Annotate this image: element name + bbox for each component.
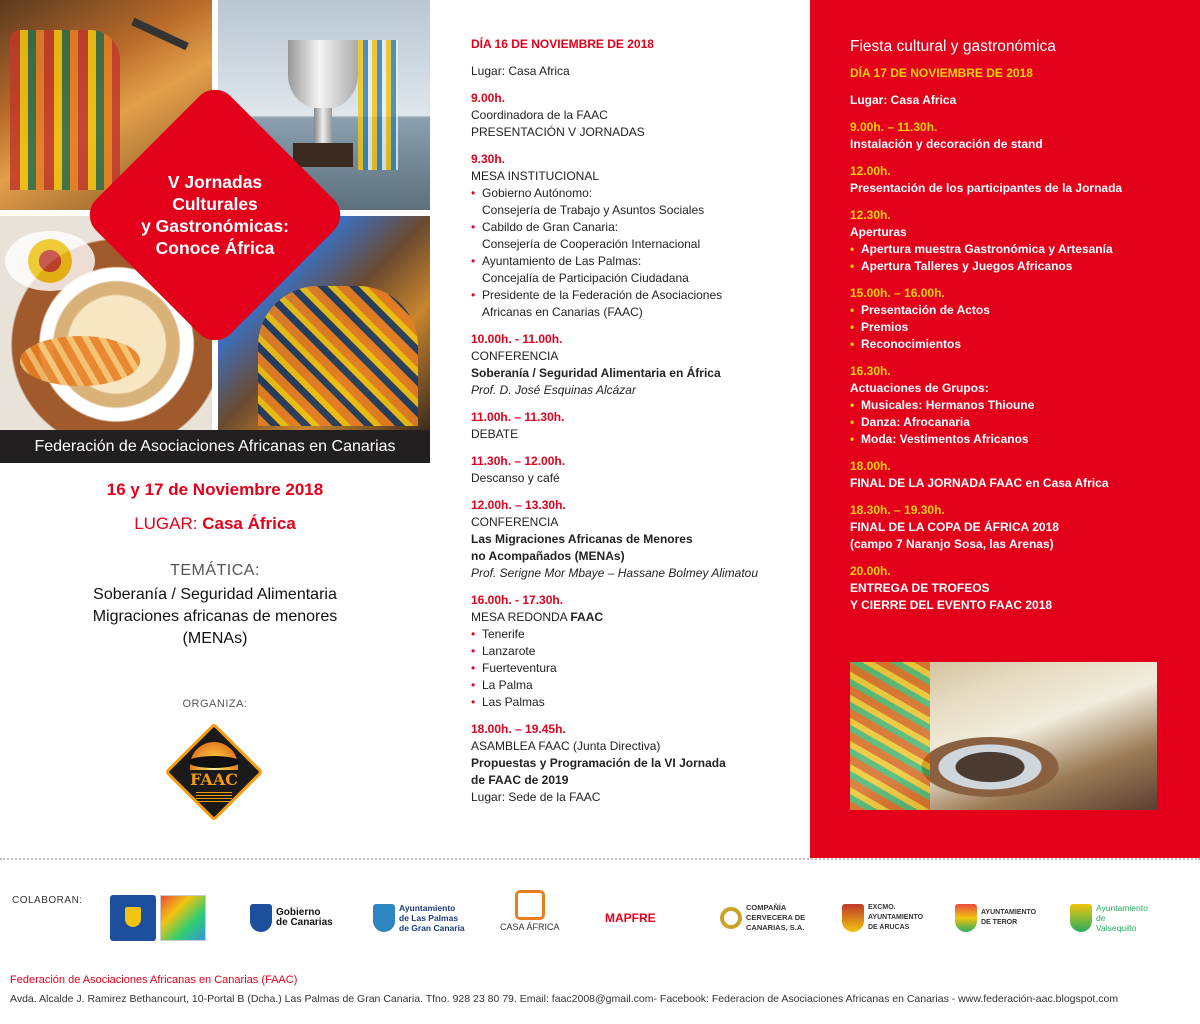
- photo-collage: [0, 0, 430, 430]
- schedule-item: 12.00h. – 13.30h. CONFERENCIA Las Migraciones Africanas de Menores no Acompañados (MENAs) Prof. Serigne Mor Mbaye – Hassane Bolmey Alimatou: [471, 498, 759, 580]
- sponsor-logos: [105, 890, 1190, 950]
- schedule-item: 12.30h. Aperturas • Apertura muestra Gastronómica y Artesanía • Apertura Talleres y Juegos Africanos: [850, 207, 1180, 275]
- list-item: • Presentación de Actos: [850, 302, 1180, 319]
- list-item: • Cabildo de Gran Canaria: Consejería de Cooperación Internacional: [471, 219, 801, 253]
- schedule-item: 10.00h. - 11.00h. CONFERENCIA Soberanía / Seguridad Alimentaria en África Prof. D. José Esquinas Alcázar: [471, 332, 721, 397]
- tematica-topics: Soberanía / Seguridad Alimentaria Migraciones africanas de menores (MENAs): [92, 586, 338, 647]
- list-item: • Gobierno Autónomo: Consejería de Trabajo y Asuntos Sociales: [471, 185, 801, 219]
- footer-address: Avda. Alcalde J. Ramirez Bethancourt, 10-Portal B (Dcha.) Las Palmas de Gran Canaria. Tfno. 928 23 80 79. Email: faac2008@gmail.com- Facebook: Federacion de Asociaciones Africanas en Canarias - www.federación-aac.blogspot.com: [10, 993, 1119, 1005]
- logo-gobierno-canarias: Gobierno de Canarias: [250, 890, 333, 946]
- day16-header: DÍA 16 DE NOVIEMBRE DE 2018: [471, 37, 654, 51]
- schedule-item: 16.00h. - 17.30h. MESA REDONDA FAAC • Tenerife • Lanzarote • Fuerteventura • La Palma • Las Palmas: [471, 592, 801, 711]
- list-item: • Tenerife: [471, 626, 801, 643]
- schedule-item: 11.00h. – 11.30h. DEBATE: [471, 410, 565, 441]
- list-item: • Apertura muestra Gastronómica y Artesanía: [850, 241, 1180, 258]
- day17-panel: [810, 0, 1200, 858]
- schedule-item: 9.00h. Coordinadora de la FAAC PRESENTACIÓN V JORNADAS: [471, 91, 645, 139]
- list-item: • Apertura Talleres y Juegos Africanos: [850, 258, 1180, 275]
- list-item: • La Palma: [471, 677, 801, 694]
- logo-valsequillo: Ayuntamiento de Valsequillo: [1070, 890, 1148, 946]
- footer-org-name: Federación de Asociaciones Africanas en Canarias (FAAC): [10, 974, 298, 986]
- logo-ayto-las-palmas: Ayuntamiento de Las Palmas de Gran Canaria: [373, 890, 465, 946]
- event-title: V Jornadas Culturales y Gastronómicas: Conoce África: [141, 172, 289, 258]
- schedule-item: 18.30h. – 19.30h. FINAL DE LA COPA DE ÁFRICA 2018 (campo 7 Naranjo Sosa, las Arenas): [850, 503, 1059, 551]
- colaboran-label: COLABORAN:: [12, 895, 83, 906]
- schedule-item: 20.00h. ENTREGA DE TROFEOS Y CIERRE DEL EVENTO FAAC 2018: [850, 564, 1053, 612]
- list-item: • Reconocimientos: [850, 336, 1180, 353]
- schedule-item: 18.00h. FINAL DE LA JORNADA FAAC en Casa Africa: [850, 459, 1109, 490]
- logo-mapfre: MAPFRE: [605, 911, 656, 925]
- event-dates: 16 y 17 de Noviembre 2018: [106, 480, 324, 499]
- day17-program: [850, 38, 1180, 624]
- list-item: • Ayuntamiento de Las Palmas: Concejalía de Participación Ciudadana: [471, 253, 801, 287]
- list-item: • Musicales: Hermanos Thioune: [850, 397, 1180, 414]
- tematica-label: TEMÁTICA:: [170, 562, 260, 579]
- schedule-item: 12.00h. Presentación de los participantes de la Jornada: [850, 164, 1123, 195]
- logo-arucas: EXCMO. AYUNTAMIENTO DE ARUCAS: [842, 890, 923, 946]
- schedule-item: 15.00h. – 16.00h. • Presentación de Actos • Premios • Reconocimientos: [850, 285, 1180, 353]
- schedule-item: 9.00h. – 11.30h. Instalación y decoración de stand: [850, 120, 1043, 151]
- schedule-item: 16.30h. Actuaciones de Grupos: • Musicales: Hermanos Thioune • Danza: Afrocanaria • Moda: Vestimentos Africanos: [850, 363, 1180, 448]
- list-item: • Premios: [850, 319, 1180, 336]
- list-item: • Lanzarote: [471, 643, 801, 660]
- schedule-item: 18.00h. – 19.45h. ASAMBLEA FAAC (Junta Directiva) Propuestas y Programación de la VI Jornada de FAAC de 2019 Lugar: Sede de la FAAC: [471, 722, 726, 804]
- organiza-label: ORGANIZA:: [182, 698, 248, 710]
- acacia-tree-icon: [188, 756, 240, 768]
- logo-teror: AYUNTAMIENTO DE TEROR: [955, 890, 1036, 946]
- list-item: • Las Palmas: [471, 694, 801, 711]
- list-item: • Presidente de la Federación de Asociaciones Africanas en Canarias (FAAC): [471, 287, 801, 321]
- logo-cabildo: [110, 890, 206, 946]
- dotted-divider: [0, 858, 1200, 860]
- list-item: • Moda: Vestimentos Africanos: [850, 431, 1180, 448]
- day16-program: [471, 36, 801, 816]
- photo-food-table: [850, 662, 1157, 810]
- day17-header: DÍA 17 DE NOVIEMBRE DE 2018: [850, 66, 1033, 80]
- day16-location: Lugar: Casa Africa: [471, 64, 570, 78]
- day17-location: Lugar: Casa Africa: [850, 93, 957, 107]
- logo-cerveceria: COMPAÑÍA CERVECERA DE CANARIAS, S.A.: [720, 890, 805, 946]
- event-location: LUGAR: Casa África: [134, 514, 296, 533]
- logo-casa-africa: CASA ÁFRICA: [500, 890, 560, 946]
- schedule-item: 9.30h. MESA INSTITUCIONAL • Gobierno Autónomo: Consejería de Trabajo y Asuntos Sociales • Cabildo de Gran Canaria: Consejería de Cooperación Internacional • Ayuntamiento de Las Palmas: Concejalía de Participación Ciudadana • Presidente de la Federación de Asociaciones Africanas en Canarias (FAAC): [471, 151, 801, 321]
- schedule-item: 11.30h. – 12.00h. Descanso y café: [471, 454, 566, 485]
- faac-logo: FAAC: [164, 722, 264, 822]
- list-item: • Danza: Afrocanaria: [850, 414, 1180, 431]
- list-item: • Fuerteventura: [471, 660, 801, 677]
- day17-title: Fiesta cultural y gastronómica: [850, 38, 1056, 55]
- federation-bar: Federación de Asociaciones Africanas en Canarias: [0, 430, 430, 463]
